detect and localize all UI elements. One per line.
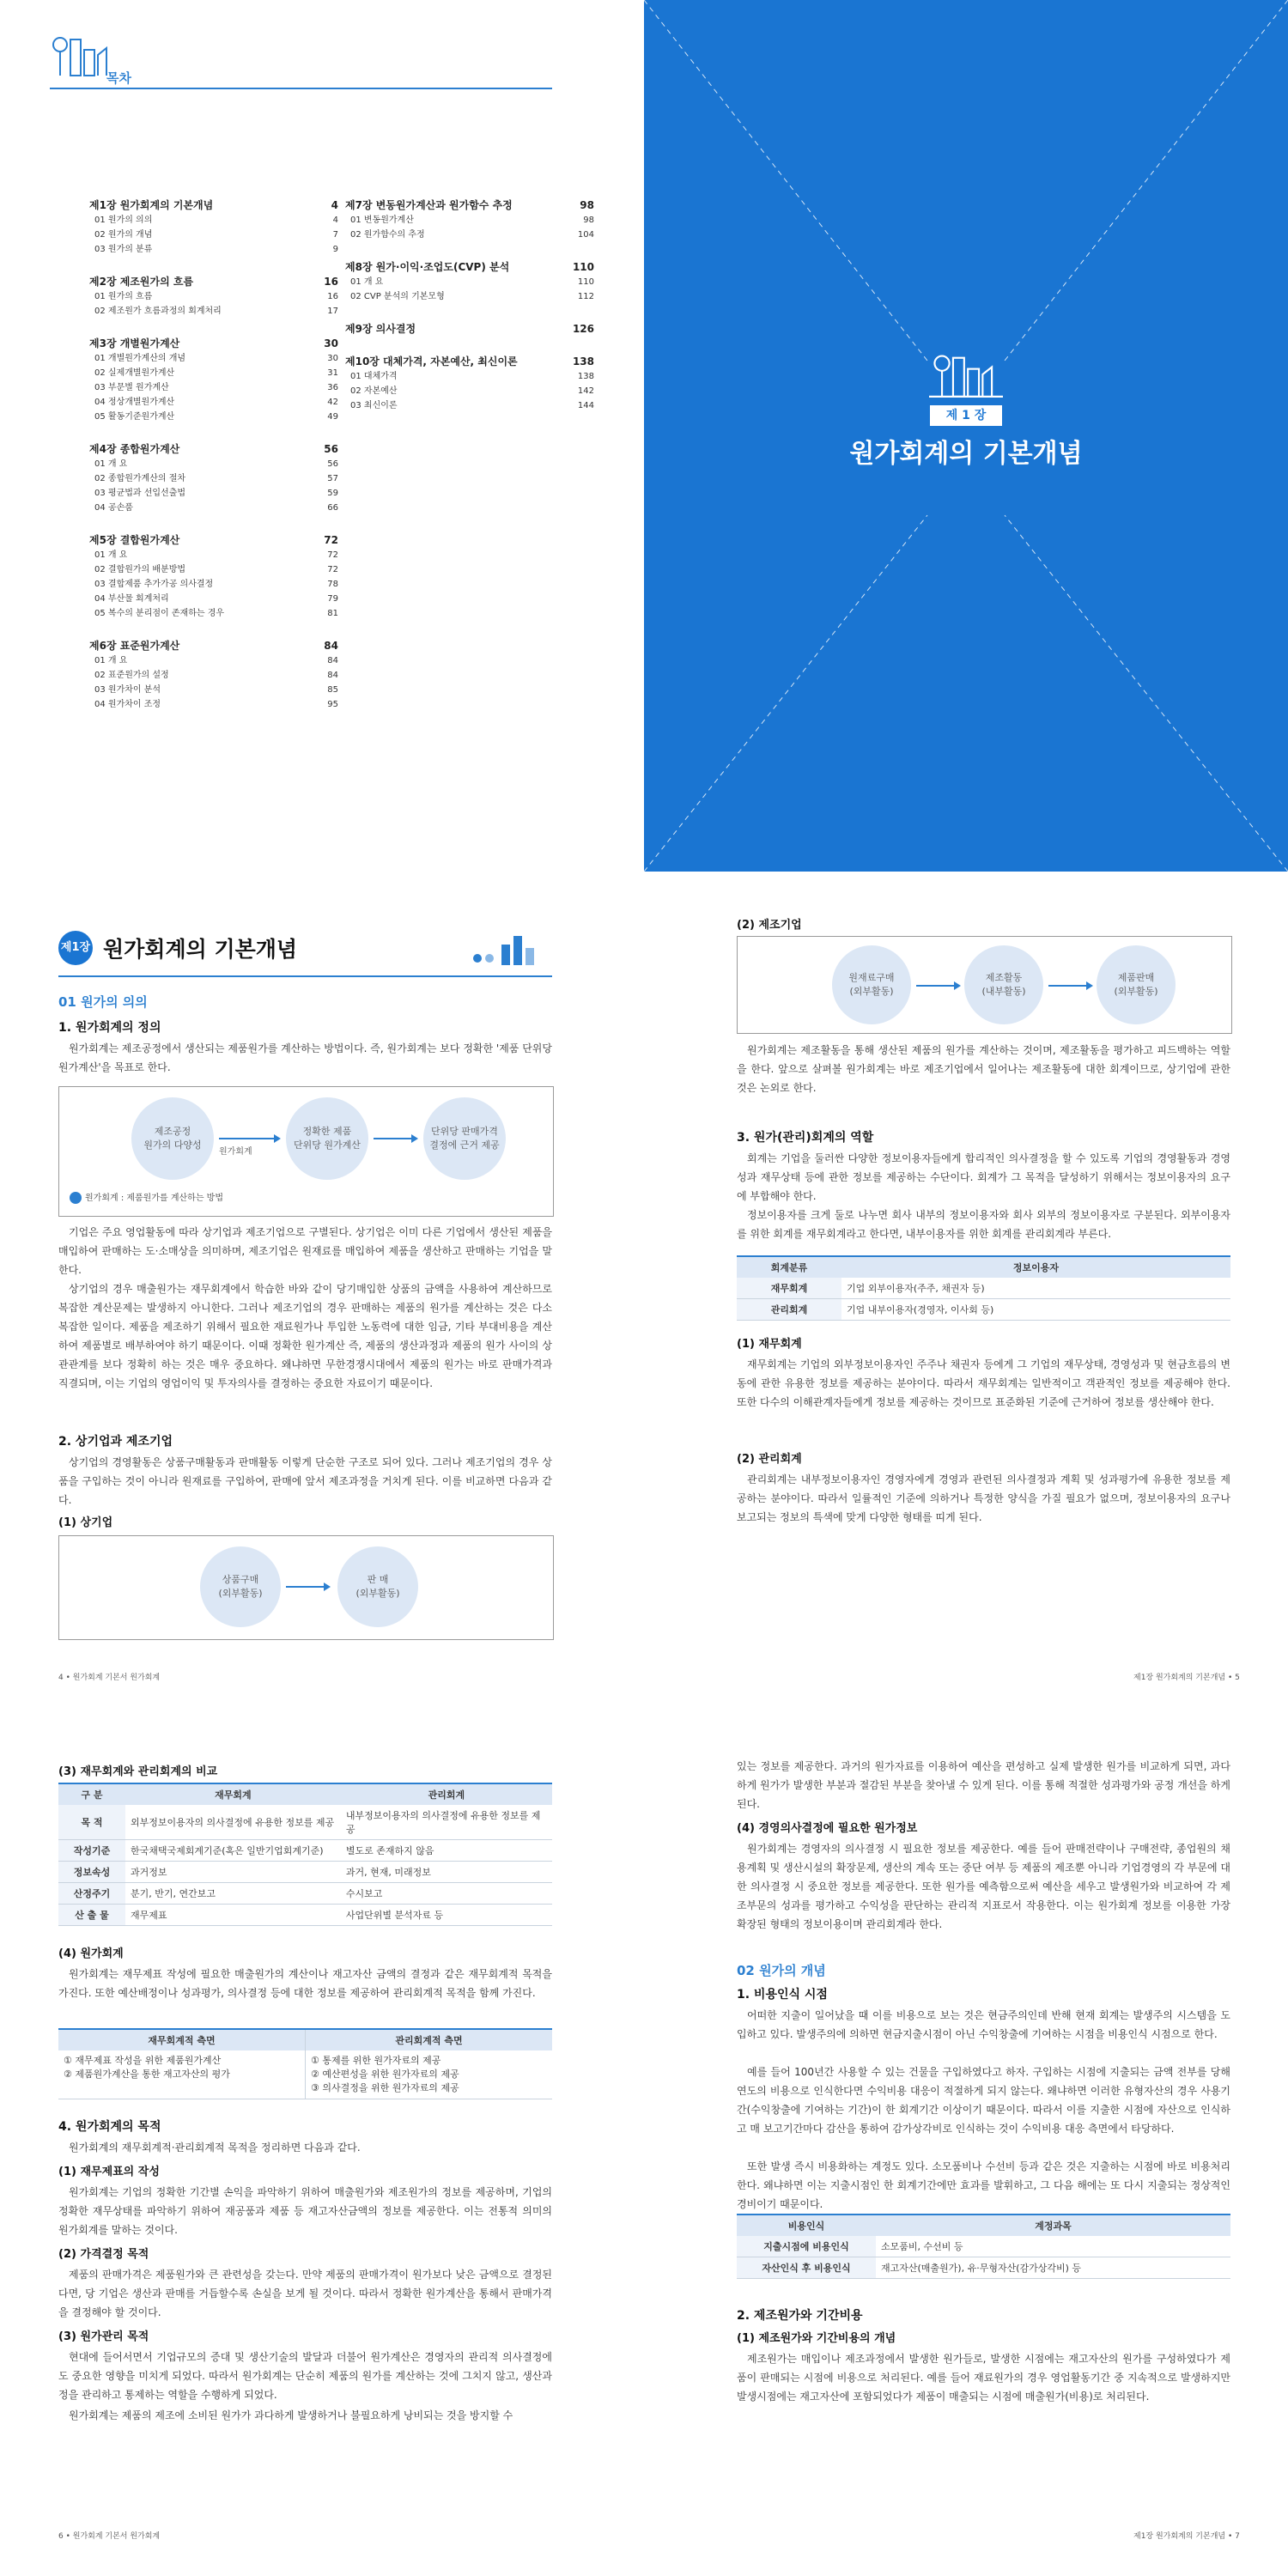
toc-section-title: 02 종합원가계산의 절차: [94, 474, 186, 483]
diagram-node: 제조공정 원가의 다양성: [131, 1097, 214, 1180]
paragraph: 기업은 주요 영업활동에 따라 상기업과 제조기업으로 구별된다. 상기업은 이미 다른 기업에서 생산된 제품을 매입하여 판매하는 도·소매상을 의미하며, 제조기업은 원재료를 매입하여 제품을 생산하고 판매하는 기업을 말한다.: [58, 1226, 552, 1276]
toc-page-number: 104: [577, 230, 594, 240]
subheading: 1. 원가회계의 정의: [58, 1021, 161, 1035]
diagram-note: 원가회계 : 제품원가를 계산하는 방법: [70, 1190, 223, 1204]
aspect-list: ① 통제를 위한 원가자료의 제공 ② 예산편성을 위한 원가자료의 제공 ③ 의사결정을 위한 원가자료의 제공: [305, 2050, 552, 2099]
toc-page-number: 138: [572, 355, 594, 368]
table-row: [737, 1299, 1230, 1321]
subheading: (1) 제조원가와 기간비용의 개념: [737, 2332, 896, 2345]
toc-section[interactable]: [345, 398, 594, 413]
paragraph: 예를 들어 100년간 사용할 수 있는 건물을 구입하였다고 하자. 구입하는 시점에 지출되는 금액 전부를 당해 연도의 비용으로 인식한다면 수익비용 대응이 적절하게 되지 않는다. 왜냐하면 이러한 유형자산의 경우 사용기간(수익창출에 기여하는 기간)이 한 회계기간 이상이기 때문이다. 따라서 이를 지출한 시점에 자산으로 인식하고 매 보고기간마다 감산을 통하여 감가상각비로 인식하는 것이 수익비용 대응 측면에서 타당하다.: [737, 2066, 1230, 2135]
paragraph: 제품의 판매가격은 제품원가와 큰 관련성을 갖는다. 만약 제품의 판매가격이 원가보다 낮은 금액으로 결정된다면, 당 기업은 생산과 판매를 거듭할수록 손실을 보게 될 것이다. 따라서 정확한 원가계산을 통해서 판매가격을 결정해야 할 것이다.: [58, 2269, 552, 2318]
toc-section[interactable]: [89, 410, 338, 424]
toc-page-number: 95: [327, 700, 338, 709]
comparison-table: [58, 1783, 552, 1926]
toc-column-left: [89, 197, 338, 712]
toc-section-title: 01 개 요: [94, 459, 128, 469]
toc-chapter[interactable]: [345, 321, 594, 337]
toc-section-title: 03 원가의 분류: [94, 245, 153, 254]
toc-section-title: 02 결합원가의 배분방법: [94, 565, 186, 574]
aspect-table: [58, 2028, 552, 2099]
toc-section-title: 05 복수의 분리점이 존재하는 경우: [94, 609, 225, 618]
toc-section[interactable]: [89, 653, 338, 668]
table-header: 구 분: [58, 1783, 125, 1805]
toc-page-number: 112: [577, 292, 594, 301]
toc-section-title: 02 원가의 개념: [94, 230, 153, 240]
toc-page-number: 56: [327, 459, 338, 469]
toc-chapter-title: 제2장 제조원가의 흐름: [89, 276, 194, 288]
subheading: (4) 경영의사결정에 필요한 원가정보: [737, 1822, 918, 1835]
note-icon: [70, 1192, 82, 1204]
toc-page-number: 16: [324, 276, 338, 288]
toc-chapter-title: 제4장 종합원가계산: [89, 443, 180, 455]
chapter-rule: [58, 975, 552, 977]
table-cell: 외부정보이용자의 의사결정에 유용한 정보를 제공: [125, 1805, 341, 1840]
manufacturer-diagram: [737, 936, 1232, 1034]
toc-page-number: 72: [324, 534, 338, 546]
arrow-icon: [1048, 985, 1091, 987]
toc-section[interactable]: [89, 380, 338, 395]
aspect-header: 관리회계적 측면: [305, 2030, 552, 2050]
table-cell: 사업단위별 분석자료 등: [341, 1905, 552, 1926]
page-footer: 제1장 원가회계의 기본개념 • 5: [1133, 1674, 1240, 1682]
subheading: (2) 가격결정 목적: [58, 2248, 149, 2261]
toc-chapter-title: 제8장 원가·이익·조업도(CVP) 분석: [345, 261, 510, 273]
toc-page-number: 30: [327, 354, 338, 363]
toc-page-number: 126: [572, 323, 594, 335]
toc-section-title: 04 공손품: [94, 503, 133, 513]
toc-section-title: 05 활동기준원가계산: [94, 412, 175, 422]
accounting-users-table: [737, 1255, 1230, 1321]
chapter-title: 원가회계의 기본개념: [849, 439, 1083, 469]
toc-page-number: 57: [327, 474, 338, 483]
toc-section[interactable]: [89, 606, 338, 621]
toc-section[interactable]: [89, 304, 338, 319]
toc-page-number: 42: [327, 398, 338, 407]
toc-chapter[interactable]: [89, 441, 338, 457]
paragraph: 원가회계는 제조활동을 통해 생산된 제품의 원가를 계산하는 것이며, 제조활동을 평가하고 피드백하는 역할을 한다. 앞으로 살펴볼 원가회계는 바로 제조기업에서 일어나는 제조활동에 대한 회계이므로, 상기업에 관한 것은 논외로 한다.: [737, 1044, 1230, 1094]
toc-page-number: 59: [327, 489, 338, 498]
subheading: 4. 원가회계의 목적: [58, 2120, 161, 2134]
section-heading: 02 원가의 개념: [737, 1963, 826, 1978]
table-cell: 작성기준: [58, 1840, 125, 1862]
table-cell: 자산인식 후 비용인식: [737, 2257, 876, 2279]
diagram-node: 제조활동 (내부활동): [964, 945, 1043, 1024]
toc-section-title: 01 대체가격: [350, 372, 398, 381]
chapter-cover: [644, 0, 1288, 872]
table-cell: 기업 내부이용자(경영자, 이사회 등): [841, 1299, 1230, 1321]
table-row: [58, 1840, 552, 1862]
toc-page-number: 66: [327, 503, 338, 513]
toc-chapter-title: 제1장 원가회계의 기본개념: [89, 199, 214, 211]
subheading: (1) 재무제표의 작성: [58, 2166, 160, 2178]
table-cell: 과거, 현재, 미래정보: [341, 1862, 552, 1883]
toc-section[interactable]: [89, 486, 338, 501]
cost-accounting-diagram: [58, 1086, 554, 1217]
subheading: (3) 원가관리 목적: [58, 2330, 149, 2343]
toc-section[interactable]: [89, 501, 338, 515]
toc-section-title: 03 평균법과 선입선출법: [94, 489, 186, 498]
table-cell: 기업 외부이용자(주주, 채권자 등): [841, 1278, 1230, 1299]
toc-section[interactable]: [89, 592, 338, 606]
paragraph: 또한 발생 즉시 비용화하는 계정도 있다. 소모품비나 수선비 등과 같은 것은 지출하는 시점에 바로 비용처리한다. 왜냐하면 이는 지출시점인 한 회계기간에만 효과를 발휘하고, 그 다음 해에는 또 다시 지출되는 정상적인 경비이기 때문이다.: [737, 2160, 1230, 2210]
toc-page-number: 79: [327, 594, 338, 604]
diagram-node: 단위당 판매가격 결정에 근거 제공: [423, 1097, 506, 1180]
chapter-heading: 원가회계의 기본개념: [103, 937, 298, 962]
paragraph: 상기업의 경영활동은 상품구매활동과 판매활동 이렇게 단순한 구조로 되어 있다. 그러나 제조기업의 경우 상품을 구입하는 것이 아니라 원재료를 구입하여, 판매에 앞서 제조과정을 거치게 된다. 이를 비교하면 다음과 같다.: [58, 1456, 552, 1506]
toc-section[interactable]: [89, 548, 338, 562]
toc-page-number: 9: [332, 245, 338, 254]
table-cell: 과거정보: [125, 1862, 341, 1883]
toc-chapter[interactable]: [345, 197, 594, 213]
toc-chapter[interactable]: [89, 532, 338, 548]
table-cell: 지출시점에 비용인식: [737, 2236, 876, 2257]
table-cell: 한국채택국제회계기준(혹은 일반기업회계기준): [125, 1840, 341, 1862]
table-header: 비용인식: [737, 2215, 876, 2236]
aspect-list: ① 재무제표 작성을 위한 제품원가계산 ② 제품원가계산을 통한 재고자산의 평가: [64, 2055, 230, 2080]
paragraph: 정보이용자를 크게 둘로 나누면 회사 내부의 정보이용자와 회사 외부의 정보이용자로 구분된다. 외부이용자를 위한 회계를 재무회계라고 한다면, 내부이용자를 위한 회계를 관리회계라 부른다.: [737, 1209, 1230, 1240]
toc-page-number: 142: [577, 386, 594, 396]
subheading: (1) 상기업: [58, 1516, 113, 1529]
toc-chapter-title: 제6장 표준원가계산: [89, 640, 180, 652]
toc-section-title: 03 최신이론: [350, 401, 398, 410]
toc-page-number: 98: [580, 199, 594, 211]
toc-section[interactable]: [89, 562, 338, 577]
toc-section-title: 01 원가의 흐름: [94, 292, 153, 301]
arrow-icon: [286, 1586, 329, 1588]
table-row: [58, 1805, 552, 1840]
toc-section-title: 01 원가의 의의: [94, 216, 153, 225]
diagram-node: 제품판매 (외부활동): [1097, 945, 1176, 1024]
toc-chapter[interactable]: [89, 638, 338, 653]
paragraph: 제조원가는 매입이나 제조과정에서 발생한 원가들로, 발생한 시점에는 재고자산의 원가를 구성하였다가 제품이 판매되는 시점에 비용으로 처리된다. 예를 들어 재료원가의 경우 영업활동기간 중 지속적으로 발생하지만 발생시점에는 재고자산에 포함되었다가 제품이 매출되는 시점에 매출원가(비용)로 처리된다.: [737, 2353, 1230, 2403]
toc-chapter-title: 제5장 결합원가계산: [89, 534, 180, 546]
toc-section-title: 01 개 요: [94, 656, 128, 665]
toc-page-number: 144: [577, 401, 594, 410]
paragraph: 재무회계는 기업의 외부정보이용자인 주주나 채권자 등에게 그 기업의 재무상태, 경영성과 및 현금흐름의 변동에 관한 유용한 정보를 제공하는 분야이다. 따라서 재무회계는 일반적이고 객관적인 정보를 제공해야 한다. 또한 다수의 이해관계자들에게 정보를 제공하는 것이므로 표준화된 기준에 근거하여 정보를 생산해야 한다.: [737, 1358, 1230, 1408]
table-cell: 별도로 존재하지 않음: [341, 1840, 552, 1862]
diagram-node: 정확한 제품 단위당 원가계산: [286, 1097, 368, 1180]
toc-section-title: 01 개별원가계산의 개념: [94, 354, 186, 363]
toc-section[interactable]: [89, 213, 338, 228]
table-cell: 소모품비, 수선비 등: [876, 2236, 1230, 2257]
subheading: 3. 원가(관리)회계의 역할: [737, 1131, 874, 1145]
toc-section[interactable]: [345, 384, 594, 398]
toc-page-number: 49: [327, 412, 338, 422]
diagram-node: 상품구매 (외부활동): [200, 1546, 281, 1627]
aspect-header: 재무회계적 측면: [148, 2035, 216, 2046]
subheading: (1) 재무회계: [737, 1338, 802, 1351]
arrow-icon: [374, 1138, 416, 1139]
expense-recognition-table: [737, 2214, 1230, 2279]
toc-section[interactable]: [89, 683, 338, 697]
paragraph: 현대에 들어서면서 기업규모의 증대 및 생산기술의 발달과 더불어 원가계산은 경영자의 관리적 의사결정에도 중요한 영향을 미치게 되었다. 따라서 원가회계는 단순히 제품의 원가를 계산하는 것에 그치지 않고, 생산과정을 관리하고 통제하는 역할을 수행하게 되었다.: [58, 2351, 552, 2401]
building-logo-icon: [929, 348, 1003, 399]
paragraph: 원가회계는 기업의 정확한 기간별 손익을 파악하기 위하여 매출원가와 제조원가의 정보를 제공하며, 기업의 정확한 재무상태를 파악하기 위하여 재공품과 제품 등 재고자산금액의 정보를 제공한다. 이는 전통적 의미의 원가회계를 말하는 것이다.: [58, 2186, 552, 2236]
table-cell: 재무회계: [737, 1278, 841, 1299]
toc-section[interactable]: [89, 366, 338, 380]
toc-page-number: 7: [332, 230, 338, 240]
toc-page-number: 98: [583, 216, 594, 225]
toc-page-number: 72: [327, 565, 338, 574]
toc-section[interactable]: [89, 395, 338, 410]
arrow-icon: [219, 1138, 279, 1139]
table-row: [58, 1905, 552, 1926]
toc-section-title: 02 제조원가 흐름과정의 회계처리: [94, 307, 222, 316]
toc-page-number: 85: [327, 685, 338, 695]
table-cell: 산정주기: [58, 1883, 125, 1905]
toc-page-number: 110: [572, 261, 594, 273]
table-cell: 산 출 물: [58, 1905, 125, 1926]
toc-section-title: 04 정상개별원가계산: [94, 398, 175, 407]
subheading: (4) 원가회계: [58, 1947, 124, 1960]
diagram-label: 원가회계: [219, 1147, 252, 1157]
toc-page-number: 17: [327, 307, 338, 316]
paragraph: 어떠한 지출이 일어났을 때 이를 비용으로 보는 것은 현금주의인데 반해 현재 회계는 발생주의 시스템을 도입하고 있다. 발생주의에 의하면 현금지출시점이 아닌 수익창출에 기여하는 시점을 비용인식 시점으로 한다.: [737, 2009, 1230, 2040]
toc-page-number: 84: [324, 640, 338, 652]
toc-section[interactable]: [89, 697, 338, 712]
toc-section-title: 02 CVP 분석의 기본모형: [350, 292, 445, 301]
toc-section-title: 03 부문별 원가계산: [94, 383, 169, 392]
paragraph: 원가회계는 경영자의 의사결정 시 필요한 정보를 제공한다. 예를 들어 판매전략이나 구매전략, 종업원의 채용계획 및 생산시설의 확장문제, 생산의 계속 또는 중단 여부 등 제품의 제조뿐 아니라 기업경영의 각 부문에 대한 의사결정 시 중요한 정보를 제공한다. 또한 원가를 예측함으로써 예산을 세우고 발생원가와 비교하여 각 제조부문의 성과를 평가하고 수익성을 판단하는 관리적 지표로서 작용한다. 이는 원가회계 정보를 이용한 가장 확장된 형태의 정보이용이며 관리회계라 한다.: [737, 1843, 1230, 1930]
paragraph: 원가회계의 재무회계적·관리회계적 목적을 정리하면 다음과 같다.: [69, 2142, 361, 2154]
paragraph: 회계는 기업을 둘러싼 다양한 정보이용자들에게 합리적인 의사결정을 할 수 있도록 기업의 경영활동과 경영성과 재무상태 등에 관한 정보를 제공하는 수단이다. 회계가 그 목적을 달성하기 위해서는 정보이용자의 요구에 부합해야 한다.: [737, 1152, 1230, 1202]
toc-section[interactable]: [345, 289, 594, 304]
table-header: 재무회계: [125, 1783, 341, 1805]
paragraph: 있는 정보를 제공한다. 과거의 원가자료를 이용하여 예산을 편성하고 실제 발생한 원가를 비교하게 되면, 과다하게 원가가 발생한 부분과 절감된 부분을 찾아낼 수 있게 된다. 이를 통해 적절한 성과평가와 공정 개선을 하게 된다.: [737, 1760, 1230, 1810]
toc-section[interactable]: [345, 275, 594, 289]
diagram-node: 판 매 (외부활동): [337, 1546, 418, 1627]
toc-chapter[interactable]: [345, 354, 594, 369]
toc-page-number: 30: [324, 337, 338, 349]
merchandise-diagram: [58, 1535, 554, 1640]
chapter-number-badge: 제1장: [58, 931, 93, 965]
toc-page-number: 84: [327, 656, 338, 665]
toc-chapter[interactable]: [89, 197, 338, 213]
paragraph: 원가회계는 제품의 제조에 소비된 원가가 과다하게 발생하거나 불필요하게 낭비되는 것을 방지할 수: [69, 2409, 513, 2421]
diagram-node: 원재료구매 (외부활동): [832, 945, 911, 1024]
toc-section[interactable]: [89, 577, 338, 592]
toc-page-number: 110: [577, 277, 594, 287]
toc-chapter-title: 제3장 개별원가계산: [89, 337, 180, 349]
subheading: (3) 재무회계와 관리회계의 비교: [58, 1765, 218, 1778]
toc-section-title: 03 결합제품 추가가공 의사결정: [94, 580, 214, 589]
toc-section-title: 01 개 요: [94, 550, 128, 560]
toc-section-title: 02 원가함수의 추정: [350, 230, 425, 240]
subheading: 1. 비용인식 시점: [737, 1988, 828, 2002]
table-cell: 재고자산(매출원가), 유·무형자산(감가상각비) 등: [876, 2257, 1230, 2279]
toc-page-number: 138: [577, 372, 594, 381]
toc-section-title: 04 부산물 회계처리: [94, 594, 169, 604]
toc-page-number: 16: [327, 292, 338, 301]
chapter-badge: 제 1 장: [930, 405, 1002, 426]
toc-section[interactable]: [89, 471, 338, 486]
table-row: [58, 1883, 552, 1905]
toc-page-number: 36: [327, 383, 338, 392]
toc-page-number: 4: [332, 216, 338, 225]
table-row: [737, 2257, 1230, 2279]
table-header: 계정과목: [876, 2215, 1230, 2236]
toc-section-title: 01 개 요: [350, 277, 384, 287]
paragraph: 원가회계는 재무제표 작성에 필요한 매출원가의 계산이나 재고자산 금액의 결정과 같은 재무회계적 목적을 가진다. 또한 예산배정이나 성과평가, 의사결정 등에 대한 정보를 제공하여 관리회계적 목적을 함께 가진다.: [58, 1968, 552, 1999]
subheading: 2. 상기업과 제조기업: [58, 1435, 173, 1449]
arrow-icon: [916, 985, 959, 987]
page-footer: 제1장 원가회계의 기본개념 • 7: [1133, 2532, 1240, 2541]
toc-section[interactable]: [89, 668, 338, 683]
toc-column-right: [345, 197, 594, 413]
toc-page-number: 72: [327, 550, 338, 560]
page-footer: 4 • 원가회계 기본서 원가회계: [58, 1674, 161, 1682]
table-header: 회계분류: [737, 1256, 841, 1278]
toc-section[interactable]: [89, 242, 338, 257]
building-logo-icon: [471, 933, 536, 967]
table-cell: 내부정보이용자의 의사결정에 유용한 정보를 제공: [341, 1805, 552, 1840]
toc-chapter-title: 제10장 대체가격, 자본예산, 최신이론: [345, 355, 518, 368]
subheading: (2) 관리회계: [737, 1453, 802, 1466]
subheading: 2. 제조원가와 기간비용: [737, 2309, 863, 2323]
table-cell: 정보속성: [58, 1862, 125, 1883]
toc-section-title: 04 원가차이 조정: [94, 700, 161, 709]
toc-section[interactable]: [89, 351, 338, 366]
toc-section-title: 03 원가차이 분석: [94, 685, 161, 695]
toc-chapter[interactable]: [89, 336, 338, 351]
section-heading: 01 원가의 의의: [58, 994, 148, 1010]
toc-page-number: 31: [327, 368, 338, 378]
toc-chapter-title: 제9장 의사결정: [345, 323, 416, 335]
toc-section-title: 02 표준원가의 설정: [94, 671, 169, 680]
table-cell: 목 적: [58, 1805, 125, 1840]
table-row: [58, 1862, 552, 1883]
toc-section-title: 01 변동원가계산: [350, 216, 414, 225]
table-cell: 수시보고: [341, 1883, 552, 1905]
toc-page-number: 81: [327, 609, 338, 618]
toc-section[interactable]: [89, 457, 338, 471]
toc-chapter[interactable]: [345, 259, 594, 275]
table-header: 정보이용자: [841, 1256, 1230, 1278]
page-footer: 6 • 원가회계 기본서 원가회계: [58, 2532, 161, 2541]
table-header: 관리회계: [341, 1783, 552, 1805]
table-cell: 관리회계: [737, 1299, 841, 1321]
toc-section[interactable]: [345, 228, 594, 242]
toc-chapter-title: 제7장 변동원가계산과 원가함수 추정: [345, 199, 513, 211]
toc-section[interactable]: [345, 213, 594, 228]
toc-page: [0, 0, 644, 859]
toc-section-title: 02 실제개별원가계산: [94, 368, 175, 378]
table-row: [737, 2236, 1230, 2257]
toc-section-title: 02 자본예산: [350, 386, 398, 396]
toc-page-number: 56: [324, 443, 338, 455]
paragraph: 상기업의 경우 매출원가는 재무회계에서 학습한 바와 같이 당기매입한 상품의 금액을 사용하여 계산하므로 복잡한 계산문제는 발생하지 아니한다. 그러나 제조기업의 경우 판매하는 제품의 원가를 계산하는 것은 다소 복잡한 일이다. 제품을 제조하기 위해서 필요한 재료원가나 투입한 노동력에 대한 임금, 기타 부대비용을 계산하여 제품별로 배부하여야 하기 때문이다. 이때 정확한 원가계산 즉, 제품의 생산과정과 제품의 원가 사이의 상관관계를 보다 정확히 하는 것은 매우 중요하다. 왜냐하면 무한경쟁시대에서 제품의 원가는 바로 판매가격과 직결되며, 이는 기업의 영업이익 및 투자의사를 결정하는 중요한 자료이기 때문이다.: [58, 1283, 552, 1389]
toc-section[interactable]: [89, 289, 338, 304]
table-cell: 분기, 반기, 연간보고: [125, 1883, 341, 1905]
paragraph: 관리회계는 내부정보이용자인 경영자에게 경영과 관련된 의사결정과 계획 및 성과평가에 유용한 정보를 제공하는 분야이다. 따라서 일률적인 기준에 의하거나 특정한 양식을 가질 필요가 없으며, 정보이용자의 요구나 보고되는 정보의 특색에 맞게 다양한 형태를 띠게 된다.: [737, 1473, 1230, 1523]
toc-section[interactable]: [89, 228, 338, 242]
toc-page-number: 84: [327, 671, 338, 680]
paragraph: 원가회계는 제조공정에서 생산되는 제품원가를 계산하는 방법이다. 즉, 원가회계는 보다 정확한 '제품 단위당 원가계산'을 목표로 한다.: [58, 1042, 552, 1073]
toc-page-number: 78: [327, 580, 338, 589]
subheading: (2) 제조기업: [737, 919, 802, 932]
table-row: [737, 1278, 1230, 1299]
toc-page-number: 4: [331, 199, 338, 211]
toc-chapter[interactable]: [89, 274, 338, 289]
toc-label: 목차: [106, 70, 131, 86]
table-cell: 재무제표: [125, 1905, 341, 1926]
toc-section[interactable]: [345, 369, 594, 384]
